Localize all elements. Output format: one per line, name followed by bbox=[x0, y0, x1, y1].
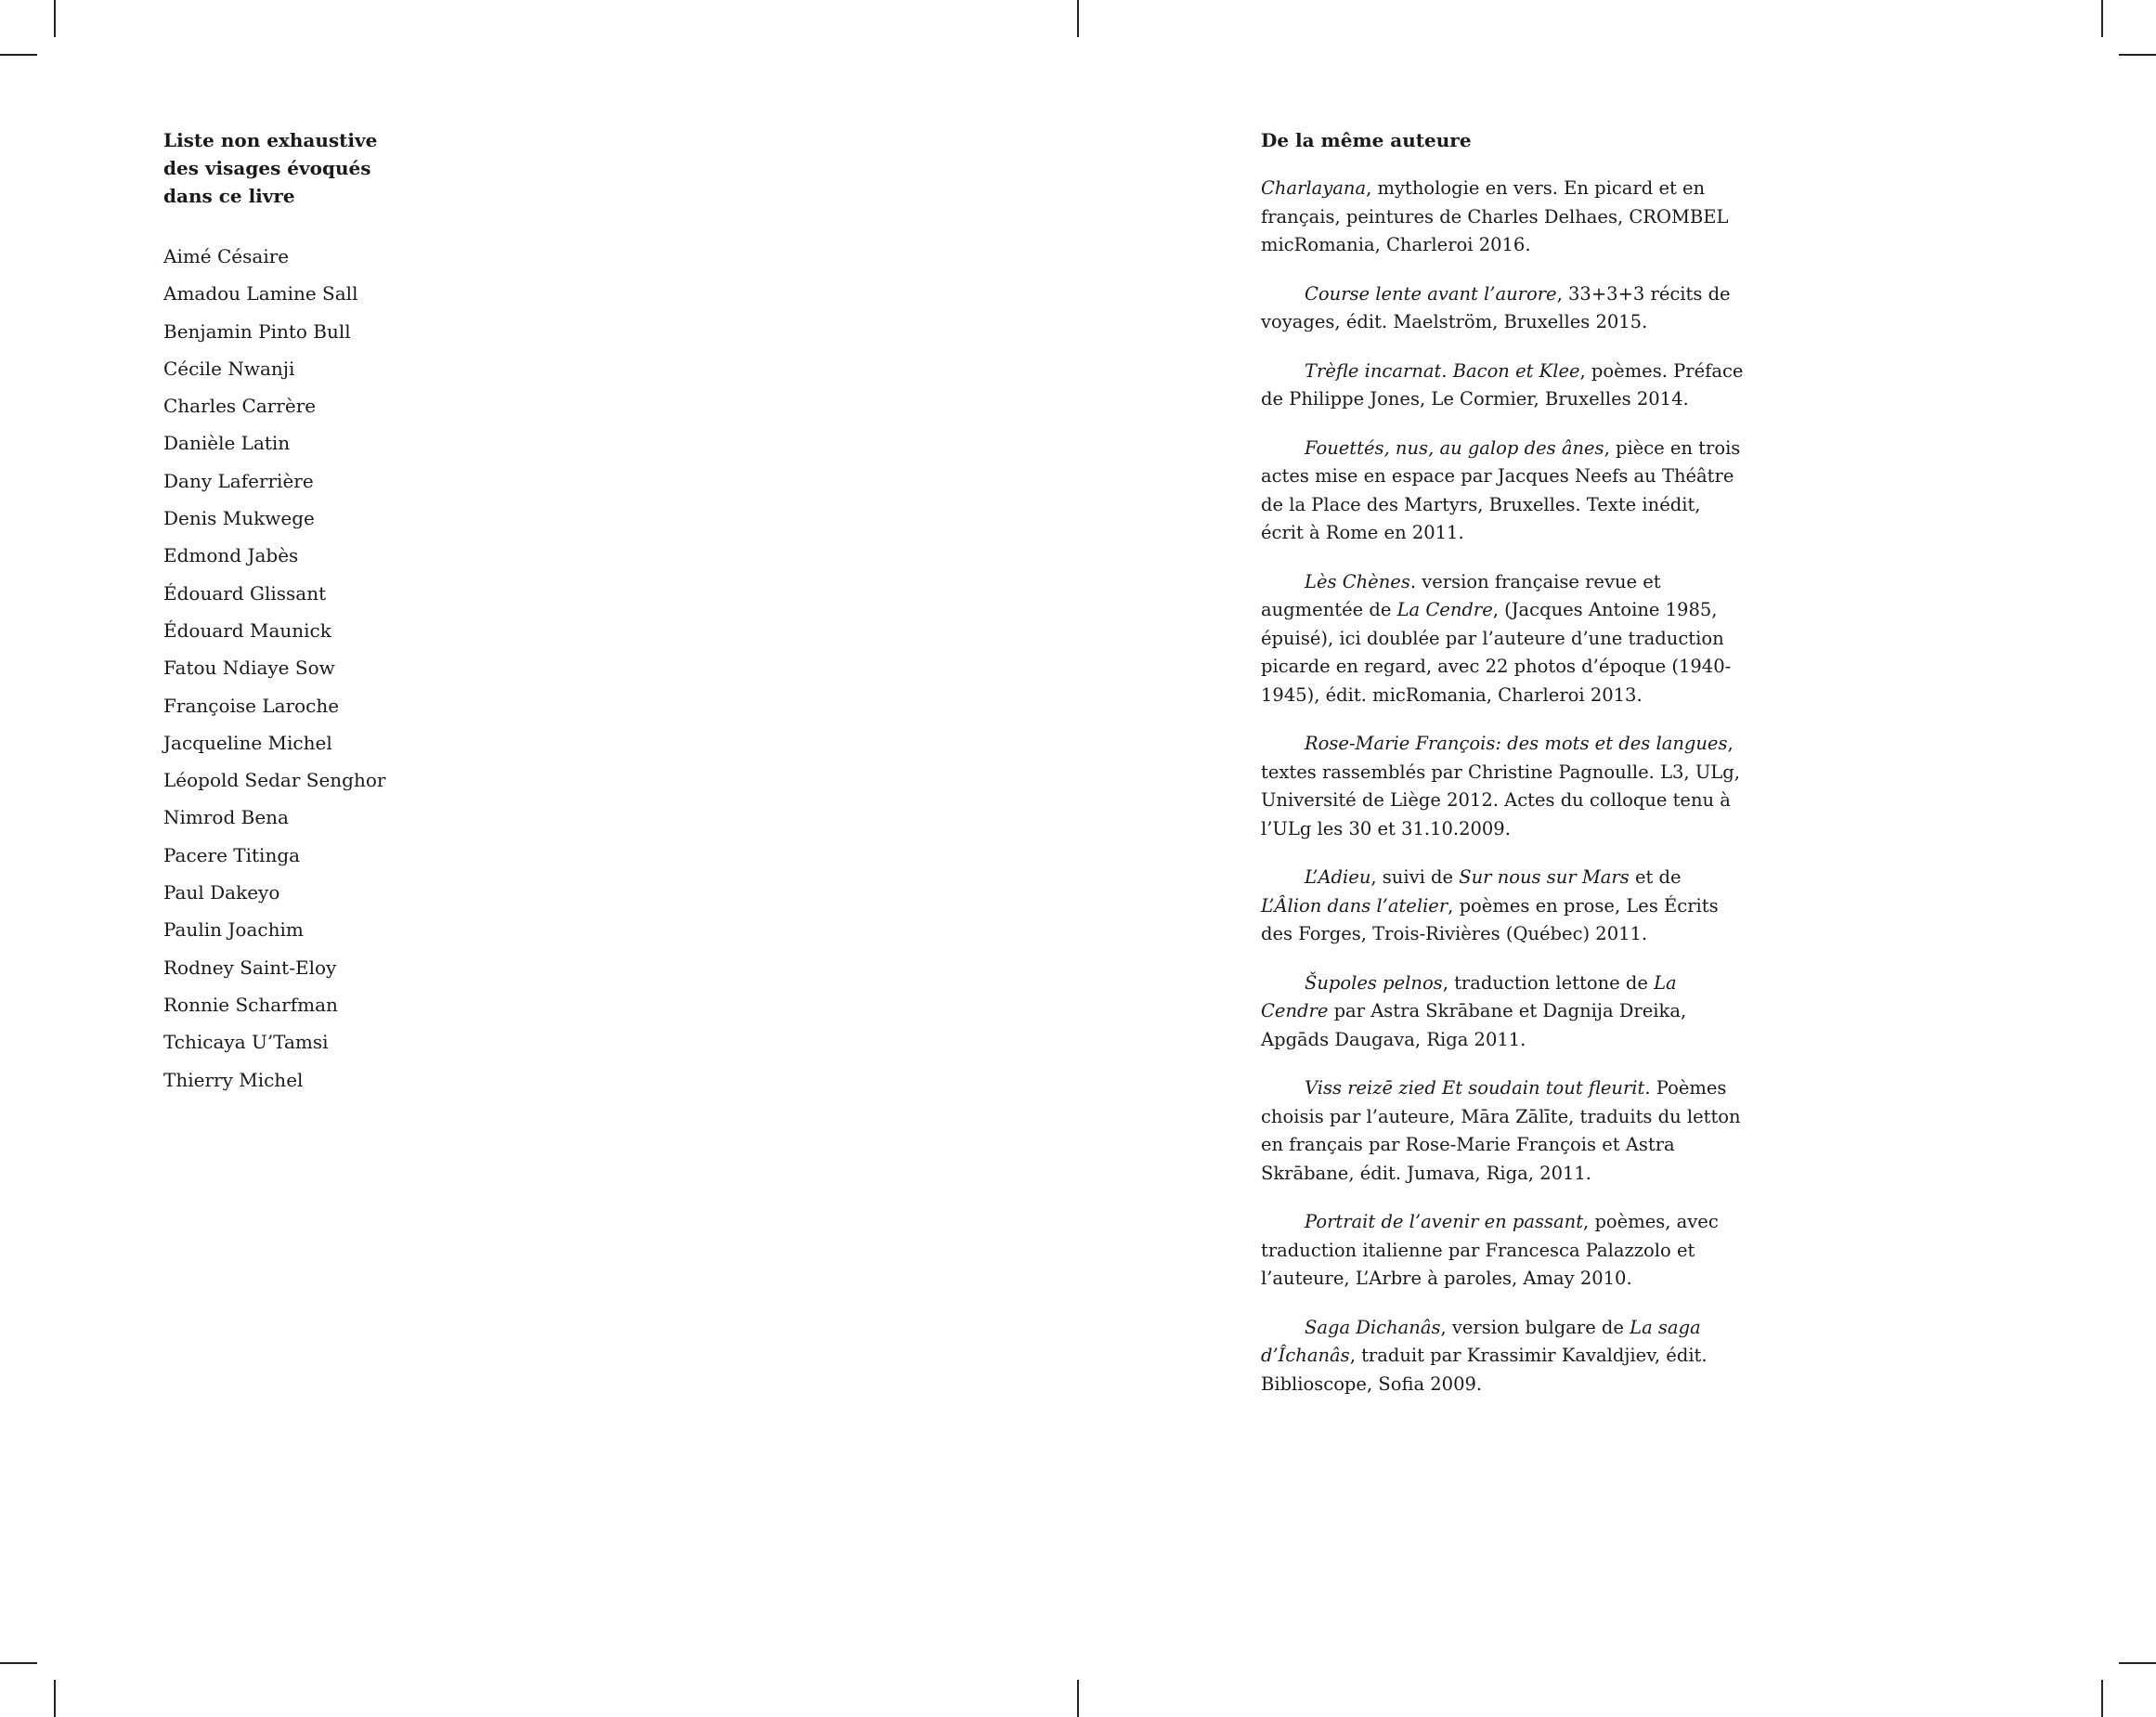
entry-text: . version française revue et augmentée de bbox=[1261, 570, 1661, 620]
entry-text: , textes rassemblés par Christine Pagnoulle. L3, ULg, Université de Liège 2012. Actes du colloque tenu à l’ULg les 30 et 31.10.2009. bbox=[1261, 733, 1740, 839]
crop-mark-top-center bbox=[1077, 0, 1079, 37]
face-name-item: Tchicaya U’Tamsi bbox=[163, 1031, 329, 1054]
face-name-item: Danièle Latin bbox=[163, 432, 291, 455]
crop-mark-top-left bbox=[54, 0, 56, 37]
work-title: Trèfle incarnat. Bacon et Klee bbox=[1305, 359, 1580, 382]
work-title: L’Âlion dans l’atelier bbox=[1261, 894, 1448, 917]
face-name-item: Cécile Nwanji bbox=[163, 357, 295, 380]
entry-text: , traduction lettone de bbox=[1442, 971, 1655, 994]
entry-text: , suivi de bbox=[1370, 866, 1460, 888]
entry-text: , pièce en trois actes mise en espace par Jacques Neefs au Théâtre de la Place des Martyrs, Bruxelles. Texte inédit, écrit à Rome en 2011. bbox=[1261, 436, 1741, 543]
work-title: Viss reizē zied Et soudain tout fleurit bbox=[1305, 1077, 1645, 1099]
work-title: Saga Dichanâs bbox=[1305, 1316, 1441, 1338]
bibliography-entry bbox=[1261, 358, 1744, 414]
bibliography-entry bbox=[1261, 568, 1744, 710]
entry-text: par Astra Skrābane et Dagnija Dreika, Apgāds Daugava, Riga 2011. bbox=[1261, 1000, 1687, 1050]
face-name-item: Rodney Saint-Eloy bbox=[163, 956, 337, 979]
entry-text: , version bulgare de bbox=[1440, 1316, 1630, 1338]
work-title: Sur nous sur Mars bbox=[1459, 866, 1630, 888]
face-name-item: Édouard Glissant bbox=[163, 581, 327, 605]
face-name-item: Thierry Michel bbox=[163, 1068, 304, 1091]
entry-text: , mythologie en vers. En picard et en français, peintures de Charles Delhaes, CROMBEL micRomania, Charleroi 2016. bbox=[1261, 177, 1729, 255]
face-name-item: Jacqueline Michel bbox=[163, 731, 332, 754]
bibliography-entry bbox=[1261, 1208, 1744, 1294]
face-name-item: Ronnie Scharfman bbox=[163, 993, 338, 1016]
bibliography-entry bbox=[1261, 1074, 1744, 1188]
right-page bbox=[1261, 126, 1744, 1419]
crop-mark-bottom-left-h bbox=[0, 1662, 37, 1664]
entry-text: , poèmes, avec traduction italienne par Francesca Palazzolo et l’auteure, L’Arbre à paroles, Amay 2010. bbox=[1261, 1211, 1719, 1289]
crop-mark-top-right bbox=[2101, 0, 2103, 37]
left-page bbox=[163, 126, 646, 1099]
face-name-item: Paulin Joachim bbox=[163, 918, 304, 942]
bibliography-entry bbox=[1261, 175, 1744, 260]
crop-mark-bottom-right-h bbox=[2119, 1662, 2156, 1664]
bibliography-entry bbox=[1261, 435, 1744, 548]
work-title: Fouettés, nus, au galop des ânes bbox=[1305, 436, 1604, 459]
crop-mark-top-right-h bbox=[2119, 54, 2156, 56]
entry-text: , poèmes en prose, Les Écrits des Forges, Trois-Rivières (Québec) 2011. bbox=[1261, 894, 1719, 944]
face-name-item: Édouard Maunick bbox=[163, 618, 331, 642]
work-title: La saga d’Îchanâs bbox=[1261, 1316, 1701, 1366]
entry-text: . Poèmes choisis par l’auteure, Māra Zālīte, traduits du letton en français par Rose-Marie François et Astra Skrābane, édit. Jumava, Riga, 2011. bbox=[1261, 1077, 1741, 1184]
work-title: Charlayana bbox=[1261, 177, 1367, 199]
work-title: La Cendre bbox=[1261, 971, 1677, 1021]
bibliography-entry bbox=[1261, 969, 1744, 1055]
face-name-item: Amadou Lamine Sall bbox=[163, 282, 358, 306]
face-name-item: Charles Carrère bbox=[163, 395, 317, 418]
face-name-item: Benjamin Pinto Bull bbox=[163, 319, 351, 343]
face-name-item: Dany Laferrière bbox=[163, 469, 314, 492]
face-name-item: Pacere Titinga bbox=[163, 843, 301, 866]
bibliography-entry bbox=[1261, 1314, 1744, 1399]
bibliography-entry bbox=[1261, 280, 1744, 337]
work-title: Portrait de l’avenir en passant bbox=[1305, 1211, 1584, 1232]
face-name-item: Paul Dakeyo bbox=[163, 881, 280, 904]
face-name-item: Aimé Césaire bbox=[163, 245, 290, 267]
entry-text: , poèmes. Préface de Philippe Jones, Le Cormier, Bruxelles 2014. bbox=[1261, 359, 1744, 410]
face-name-item: Nimrod Bena bbox=[163, 806, 289, 829]
face-name-item: Edmond Jabès bbox=[163, 544, 299, 567]
bibliography-title: De la même auteure bbox=[1261, 129, 1472, 151]
work-title: L’Adieu bbox=[1305, 866, 1371, 888]
bibliography-entry bbox=[1261, 730, 1744, 843]
bibliography-list bbox=[1261, 175, 1744, 1398]
work-title: Lès Chènes bbox=[1305, 570, 1410, 592]
work-title: La Cendre bbox=[1396, 599, 1493, 620]
entry-text: , (Jacques Antoine 1985, épuisé), ici doublée par l’auteure d’une traduction picarde en regard, avec 22 photos d’époque (1940-1945), édit. micRomania, Charleroi 2013. bbox=[1261, 599, 1732, 706]
face-name-item: Léopold Sedar Senghor bbox=[163, 769, 386, 792]
crop-mark-bottom-left bbox=[54, 1680, 56, 1717]
crop-mark-top-left-h bbox=[0, 54, 37, 56]
work-title: Course lente avant l’aurore bbox=[1305, 282, 1557, 305]
crop-mark-bottom-right bbox=[2101, 1680, 2103, 1717]
crop-mark-bottom-center bbox=[1077, 1680, 1079, 1717]
face-name-item: Françoise Laroche bbox=[163, 694, 340, 717]
bibliography-entry bbox=[1261, 864, 1744, 949]
entry-text: , traduit par Krassimir Kavaldjiev, édit. Biblioscope, Sofia 2009. bbox=[1261, 1345, 1708, 1395]
entry-text: et de bbox=[1629, 866, 1682, 888]
face-name-item: Denis Mukwege bbox=[163, 507, 315, 530]
faces-list-title: Liste non exhaustive des visages évoqués dans ce livre bbox=[163, 129, 378, 207]
faces-list bbox=[163, 238, 646, 1099]
entry-text: , 33+3+3 récits de voyages, édit. Maelström, Bruxelles 2015. bbox=[1261, 282, 1731, 332]
face-name-item: Fatou Ndiaye Sow bbox=[163, 657, 335, 680]
work-title: Rose-Marie François: des mots et des langues bbox=[1305, 733, 1728, 754]
work-title: Šupoles pelnos bbox=[1305, 971, 1443, 994]
